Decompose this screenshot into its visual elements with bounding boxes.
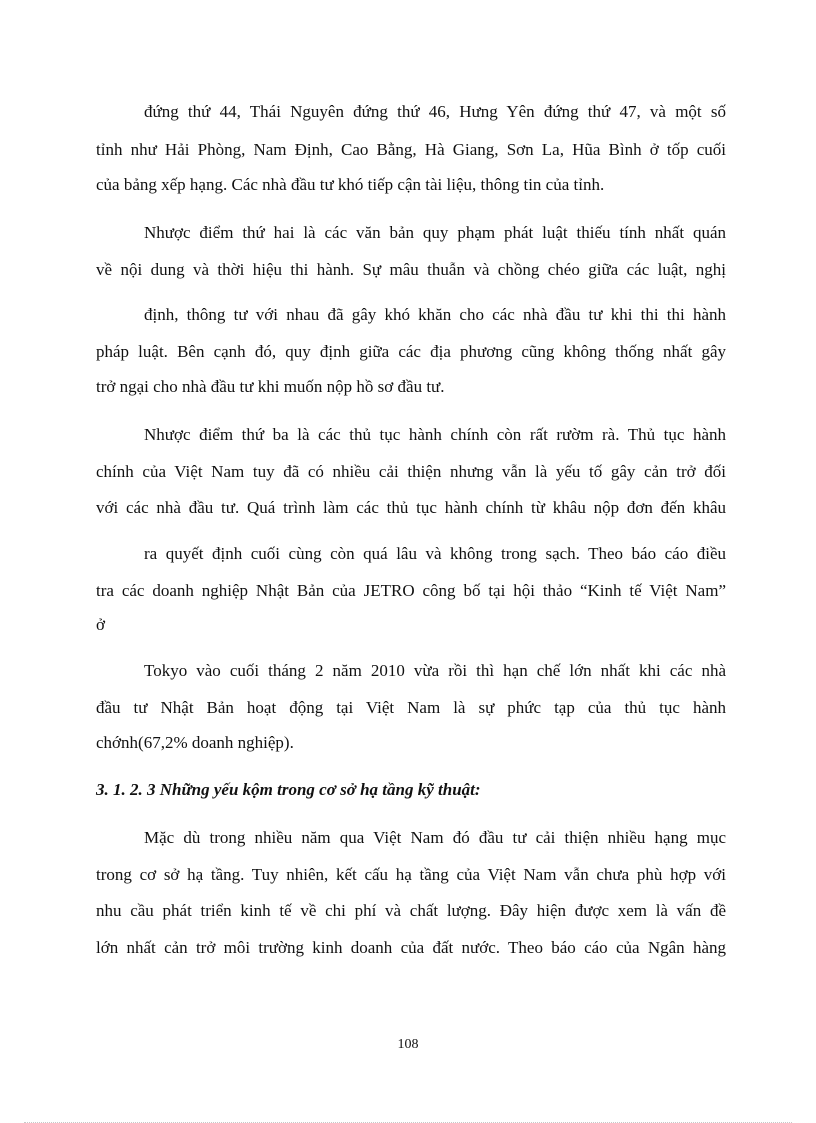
- body-line: ở: [96, 615, 105, 634]
- body-line: định, thông tư với nhau đã gây khó khăn cho các nhà đầu tư khi thi thi hành: [144, 305, 726, 324]
- body-line: nhu cầu phát triển kinh tế về chi phí và chất lượng. Đây hiện được xem là vấn đề: [96, 901, 726, 920]
- body-line: đầu tư Nhật Bản hoạt động tại Việt Nam là sự phức tạp của thủ tục hành: [96, 698, 726, 717]
- body-line: tỉnh như Hải Phòng, Nam Định, Cao Bằng, Hà Giang, Sơn La, Hũa Bình ở tốp cuối: [96, 140, 726, 159]
- body-line: chính của Việt Nam tuy đã có nhiều cải thiện nhưng vẫn là yếu tố gây cản trở đối: [96, 462, 726, 481]
- body-line: Mặc dù trong nhiều năm qua Việt Nam đó đầu tư cải thiện nhiều hạng mục: [144, 828, 726, 847]
- body-line: Tokyo vào cuối tháng 2 năm 2010 vừa rồi thì hạn chế lớn nhất khi các nhà: [144, 661, 726, 680]
- body-line: đứng thứ 44, Thái Nguyên đứng thứ 46, Hưng Yên đứng thứ 47, và một số: [144, 102, 726, 121]
- body-line: ra quyết định cuối cùng còn quá lâu và không trong sạch. Theo báo cáo điều: [144, 544, 726, 563]
- body-line: về nội dung và thời hiệu thi hành. Sự mâu thuẫn và chồng chéo giữa các luật, nghị: [96, 260, 726, 279]
- page-number: 108: [397, 1037, 419, 1052]
- body-line: trong cơ sở hạ tầng. Tuy nhiên, kết cấu hạ tầng của Việt Nam vẫn chưa phù hợp với: [96, 865, 726, 884]
- body-line: chớnh(67,2% doanh nghiệp).: [96, 733, 294, 752]
- body-line: Nhược điểm thứ hai là các văn bản quy phạm phát luật thiếu tính nhất quán: [144, 223, 726, 242]
- body-line: Nhược điểm thứ ba là các thủ tục hành chính còn rất rườm rà. Thủ tục hành: [144, 425, 726, 444]
- body-line: tra các doanh nghiệp Nhật Bản của JETRO công bố tại hội thảo “Kinh tế Việt Nam”: [96, 581, 726, 600]
- body-line: với các nhà đầu tư. Quá trình làm các thủ tục hành chính từ khâu nộp đơn đến khâu: [96, 498, 726, 517]
- body-line: của bảng xếp hạng. Các nhà đầu tư khó tiếp cận tài liệu, thông tin của tỉnh.: [96, 175, 605, 194]
- body-line: lớn nhất cản trở môi trường kinh doanh của đất nước. Theo báo cáo của Ngân hàng: [96, 938, 726, 957]
- section-heading: 3. 1. 2. 3 Những yếu kộm trong cơ sở hạ tầng kỹ thuật:: [96, 780, 481, 799]
- body-line: trở ngại cho nhà đầu tư khi muốn nộp hồ sơ đầu tư.: [96, 377, 445, 396]
- body-line: pháp luật. Bên cạnh đó, quy định giữa các địa phương cũng không thống nhất gây: [96, 342, 726, 361]
